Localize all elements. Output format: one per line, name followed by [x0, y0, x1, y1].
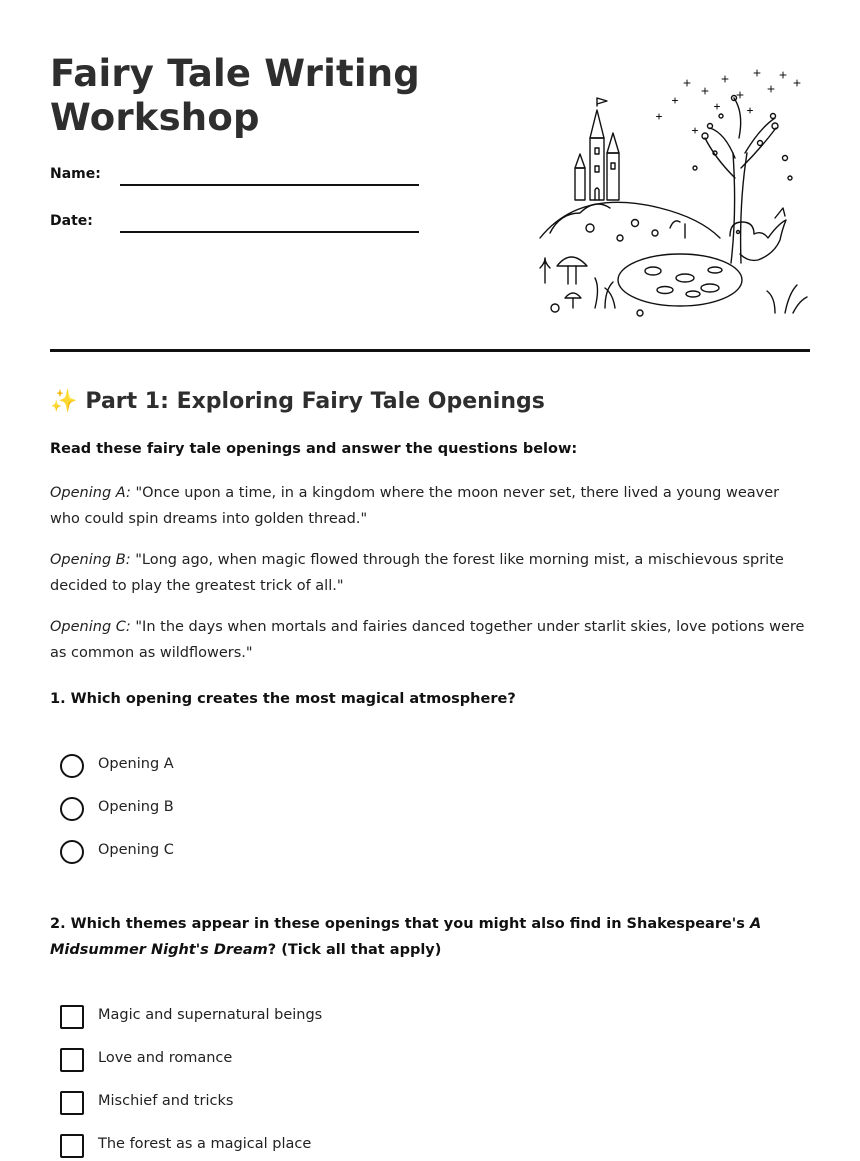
part1-heading-text: Part 1: Exploring Fairy Tale Openings — [85, 389, 545, 414]
opening-a-label: Opening A: — [50, 485, 131, 501]
question-2 — [50, 911, 810, 963]
dragon — [730, 208, 786, 260]
q1-option-a-label: Opening A — [98, 756, 174, 772]
page-title — [50, 52, 420, 140]
q1-option-c-label: Opening C — [98, 842, 174, 858]
part1-heading — [50, 389, 545, 414]
name-line[interactable] — [120, 184, 419, 186]
tree — [693, 96, 792, 264]
q2-option-magic-label: Magic and supernatural beings — [98, 1007, 323, 1023]
checkbox[interactable] — [60, 1091, 84, 1115]
checkbox[interactable] — [60, 1005, 84, 1029]
opening-b — [50, 547, 810, 599]
q2-option-mischief-label: Mischief and tricks — [98, 1093, 234, 1109]
q2-option-love-label: Love and romance — [98, 1050, 233, 1066]
header-divider — [50, 349, 810, 352]
mushroom — [557, 257, 587, 308]
q1-option-b-label: Opening B — [98, 799, 174, 815]
plants — [540, 220, 807, 317]
checkbox[interactable] — [60, 1134, 84, 1158]
date-line[interactable] — [120, 231, 419, 233]
opening-b-text: "Long ago, when magic flowed through the forest like morning mist, a mischievous sprite decided to play the greatest trick of all." — [50, 552, 784, 594]
question-1: 1. Which opening creates the most magical atmosphere? — [50, 691, 516, 707]
name-label: Name: — [50, 166, 101, 182]
opening-a-text: "Once upon a time, in a kingdom where the moon never set, there lived a young weaver who could spin dreams into golden thread." — [50, 485, 780, 527]
page-title-line-1: Fairy Tale Writing — [50, 52, 420, 95]
page-title-line-2: Workshop — [50, 96, 260, 139]
stars — [657, 70, 801, 133]
opening-b-label: Opening B: — [50, 552, 131, 568]
opening-c — [50, 614, 810, 666]
radio-button[interactable] — [60, 754, 84, 778]
question-2-play-title: A Midsummer Night's Dream — [50, 916, 762, 958]
pond — [618, 254, 742, 306]
opening-c-label: Opening C: — [50, 619, 131, 635]
opening-a — [50, 480, 810, 532]
sparkles-icon: ✨ — [50, 389, 78, 414]
question-2-text: 2. Which themes appear in these openings that you might also find in Shakespeare's — [50, 916, 750, 932]
checkbox[interactable] — [60, 1048, 84, 1072]
date-label: Date: — [50, 213, 93, 229]
radio-button[interactable] — [60, 840, 84, 864]
question-2-tail: ? (Tick all that apply) — [267, 942, 442, 958]
q2-option-forest-label: The forest as a magical place — [98, 1136, 312, 1152]
part1-instructions: Read these fairy tale openings and answer the questions below: — [50, 441, 578, 457]
castle — [575, 98, 619, 200]
fairy-tale-illustration — [535, 58, 810, 320]
radio-button[interactable] — [60, 797, 84, 821]
hill — [540, 202, 720, 238]
opening-c-text: "In the days when mortals and fairies danced together under starlit skies, love potions were as common as wildflowers." — [50, 619, 805, 661]
